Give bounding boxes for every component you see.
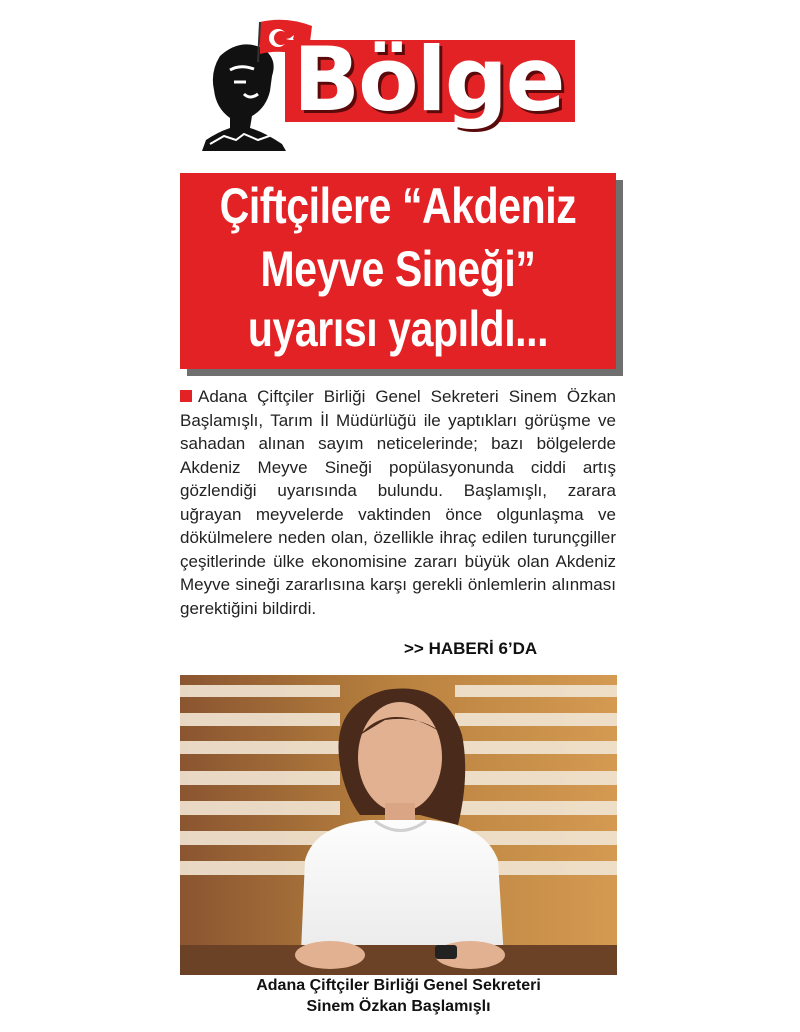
bullet-square-icon: [180, 390, 192, 402]
article-photo: [180, 675, 617, 975]
continued-on-page-link[interactable]: >> HABERİ 6’DA: [404, 639, 538, 658]
headline-line-3: uyarısı yapıldı...: [247, 301, 549, 357]
headline-line-1: Çiftçilere “Akdeniz: [219, 178, 577, 234]
masthead: [200, 18, 580, 143]
portrait-photo-icon: [180, 675, 617, 975]
photo-caption: [180, 975, 617, 1017]
headline-banner: [180, 173, 616, 369]
caption-line-1: Adana Çiftçiler Birliği Genel Sekreteri: [256, 977, 541, 994]
article-body: [180, 385, 616, 620]
headline-line-2: Meyve Sineği”: [260, 241, 536, 297]
caption-line-2: Sinem Özkan Başlamışlı: [306, 998, 491, 1015]
article-text: Adana Çiftçiler Birliği Genel Sekreteri Sinem Özkan Başlamışlı, Tarım İl Müdürlüğü ile yaptıkları görüşme ve sahadan alınan sayım neticelerinde; bazı bölgelerde Akdeniz Meyve Sineği popülasyonunda ciddi artış gözlendiği uyarısında bulundu. Başlamışlı, zarara uğrayan meyvelerde vaktinden önce olgunlaşma ve dökülmelere neden olan, özellikle ihraç edilen turunçgiller çeşitlerinde ülke ekonomisine zararı büyük olan Akdeniz Meyve sineği zararlısına karşı gerekli önlemlerin alınması gerektiğini bildirdi.: [180, 387, 616, 618]
logo-text: Bölge: [293, 28, 564, 131]
